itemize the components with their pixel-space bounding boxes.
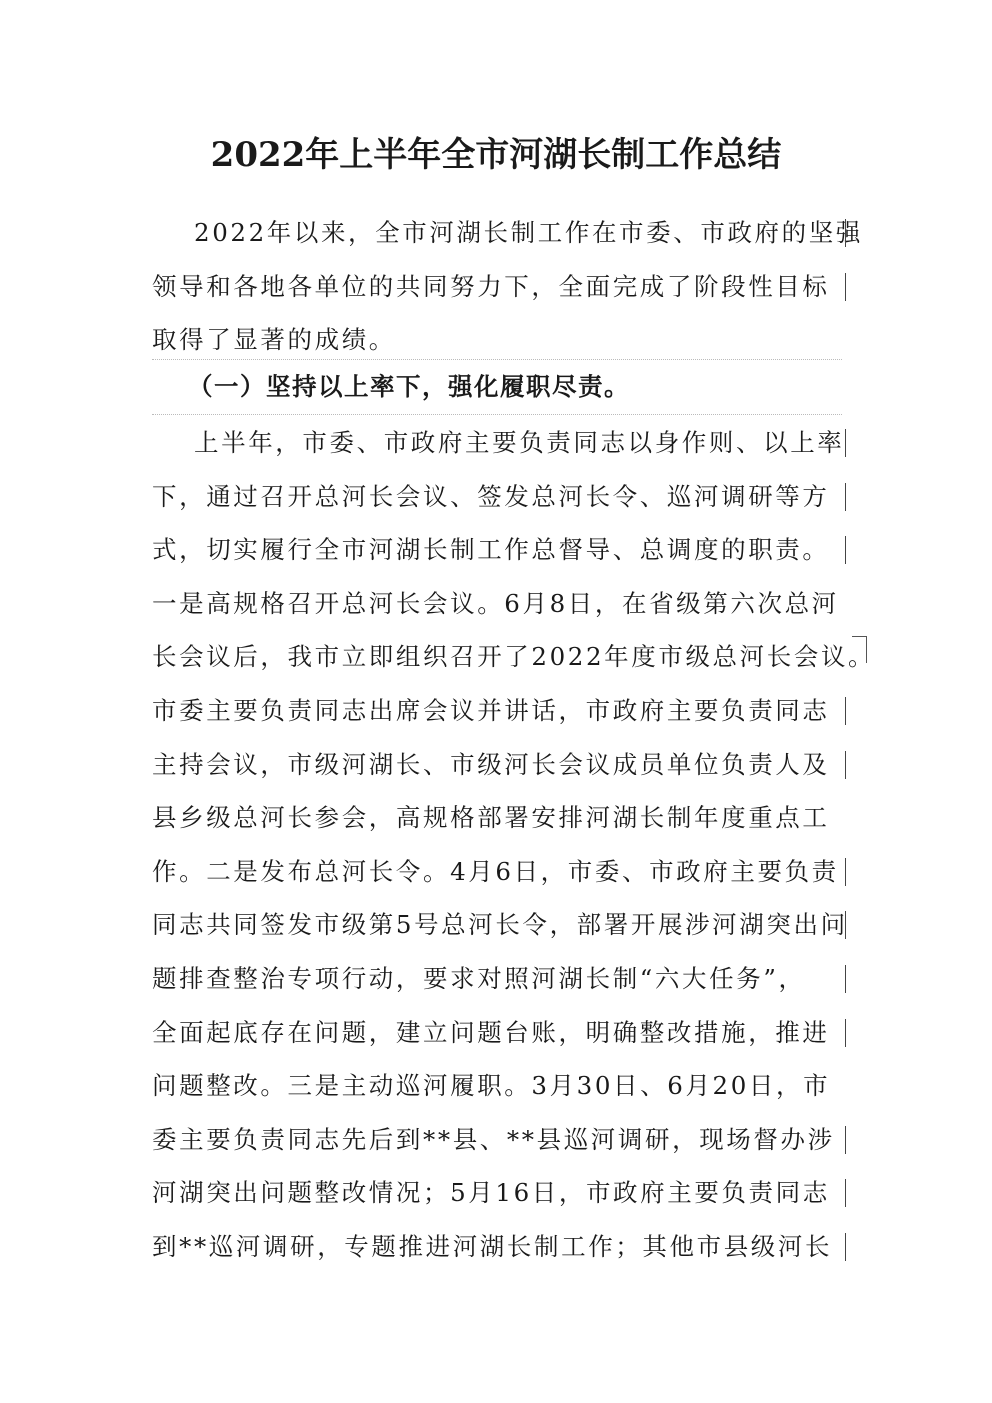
para-line: 一是高规格召开总河长会议。6月8日，在省级第六次总河 [152, 588, 839, 618]
line-end-mark [845, 1233, 846, 1261]
margin-corner-mark [852, 636, 867, 663]
line-end-mark [845, 697, 846, 725]
line-end-mark [845, 536, 846, 564]
body-paragraph [152, 416, 876, 1274]
line-end-mark [845, 858, 846, 886]
para-line: 问题整改。三是主动巡河履职。3月30日、6月20日，市 [152, 1071, 831, 1101]
para-line: 同志共同签发市级第5号总河长令，部署开展涉河湖突出问 [152, 910, 848, 940]
line-end-mark [845, 1179, 846, 1207]
intro-line: 2022年以来，全市河湖长制工作在市委、市政府的坚强 [194, 218, 863, 247]
line-end-mark [845, 965, 846, 993]
intro-line: 领导和各地各单位的共同努力下，全面完成了阶段性目标 [152, 260, 842, 314]
para-line: 县乡级总河长参会，高规格部署安排河湖长制年度重点工 [152, 803, 830, 833]
para-line: 到**巡河调研，专题推进河湖长制工作；其他市县级河长 [152, 1220, 842, 1274]
document-title: 2022年上半年全市河湖长制工作总结 [210, 135, 782, 175]
section-heading: （一）坚持以上率下，强化履职尽责。 [188, 372, 630, 401]
para-line: 作。二是发布总河长令。4月6日，市委、市政府主要负责 [152, 845, 842, 899]
line-end-mark [845, 219, 846, 247]
line-end-mark [845, 1126, 846, 1154]
section-heading-box [152, 359, 842, 415]
para-line: 长会议后，我市立即组织召开了2022年度市级总河长会议。 [152, 642, 876, 672]
para-line: 委主要负责同志先后到**县、**县巡河调研，现场督办涉 [152, 1113, 842, 1167]
line-end-mark [845, 429, 846, 457]
intro-line: 取得了显著的成绩。 [152, 325, 396, 355]
para-line: 题排查整治专项行动，要求对照河湖长制“六大任务”， [152, 952, 842, 1006]
para-line: 下，通过召开总河长会议、签发总河长令、巡河调研等方 [152, 470, 842, 524]
para-line: 式，切实履行全市河湖长制工作总督导、总调度的职责。 [152, 523, 842, 577]
line-end-mark [845, 273, 846, 301]
para-line: 河湖突出问题整改情况；5月16日，市政府主要负责同志 [152, 1166, 842, 1220]
para-line: 上半年，市委、市政府主要负责同志以身作则、以上率 [194, 428, 845, 457]
line-end-mark [845, 1019, 846, 1047]
line-end-mark [845, 751, 846, 779]
line-end-mark [845, 483, 846, 511]
intro-paragraph [152, 206, 863, 367]
para-line: 主持会议，市级河湖长、市级河长会议成员单位负责人及 [152, 738, 842, 792]
para-line: 市委主要负责同志出席会议并讲话，市政府主要负责同志 [152, 684, 842, 738]
para-line: 全面起底存在问题，建立问题台账，明确整改措施，推进 [152, 1006, 842, 1060]
line-end-mark [845, 911, 846, 939]
